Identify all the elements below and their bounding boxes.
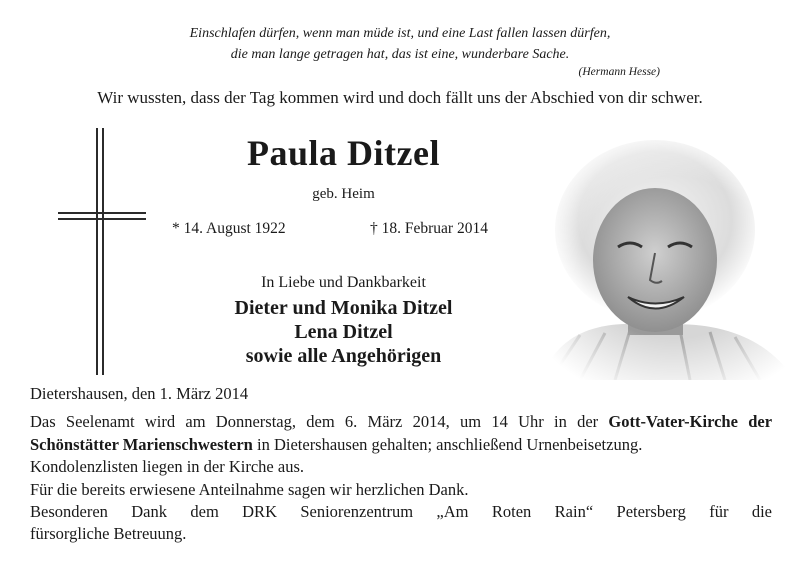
- quote-line-1: Einschlafen dürfen, wenn man müde ist, und eine Last fallen lassen dürfen,: [189, 26, 611, 41]
- mourner-line-2: Lena Ditzel: [294, 321, 393, 343]
- birth-date: * 14. August 1922: [172, 220, 286, 237]
- place-date: Dietershausen, den 1. März 2014: [30, 384, 249, 403]
- special-thanks-line-1: Besonderen Dank dem DRK Seniorenzentrum „Am Roten Rain“ Petersberg für die: [30, 502, 772, 522]
- notice-body: [30, 383, 772, 546]
- church-name-1: Gott-Vater-Kirche: [608, 412, 738, 432]
- mourners-lead: In Liebe und Dankbarkeit: [261, 274, 426, 291]
- mourner-line-3: sowie alle Angehörigen: [245, 345, 442, 367]
- birth-name: geb. Heim: [312, 186, 375, 202]
- deceased-name: Paula Ditzel: [247, 133, 440, 173]
- death-date: † 18. Februar 2014: [370, 220, 488, 237]
- service-info: [30, 411, 772, 456]
- portrait-photo: [520, 135, 800, 380]
- quote-line-2: die man lange getragen hat, das ist eine, wunderbare Sache.: [230, 47, 570, 62]
- church-name-2: der Schönstätter Marienschwestern: [30, 412, 773, 454]
- thanks-line: Für die bereits erwiesene Anteilnahme sagen wir herzlichen Dank.: [30, 479, 469, 499]
- service-post: in Dietershausen gehalten; anschließend Urnenbeisetzung.: [252, 434, 643, 454]
- quote-author: (Hermann Hesse): [578, 66, 660, 78]
- intro-text: Wir wussten, dass der Tag kommen wird und doch fällt uns der Abschied von dir schwer.: [97, 88, 703, 107]
- special-thanks-line-2: fürsorgliche Betreuung.: [30, 524, 187, 544]
- condolence-info: Kondolenzlisten liegen in der Kirche aus.: [30, 457, 304, 477]
- service-pre: Das Seelenamt wird am Donnerstag, dem 6. März 2014, um 14 Uhr in der: [30, 412, 609, 432]
- mourner-line-1: Dieter und Monika Ditzel: [234, 297, 453, 319]
